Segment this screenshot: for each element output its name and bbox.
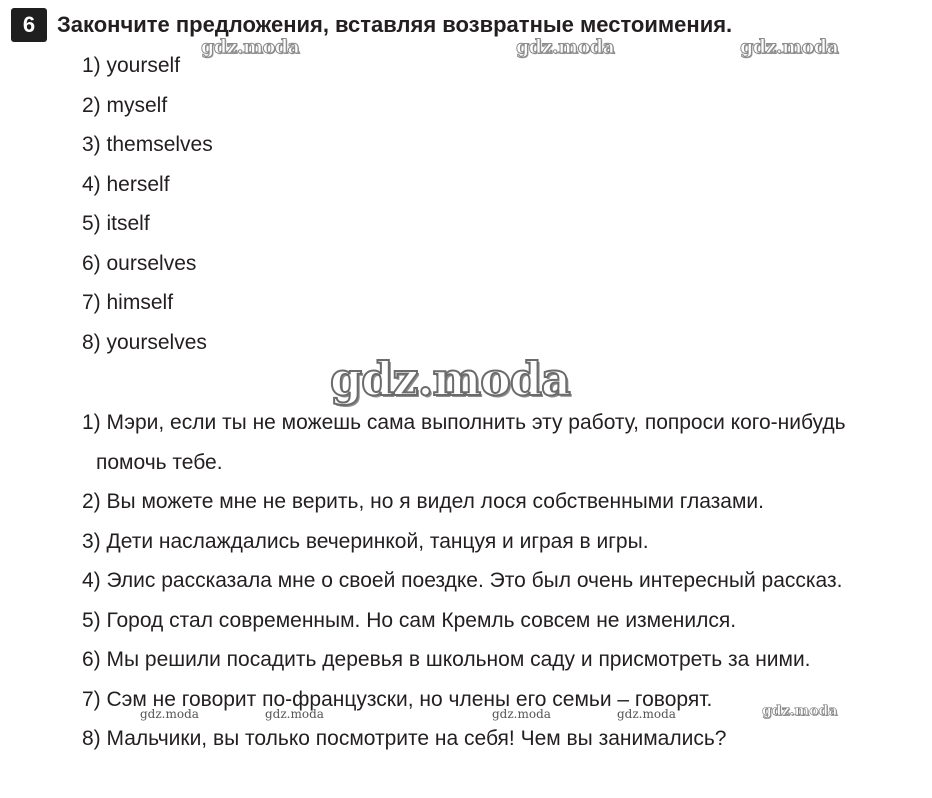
answer-item: 3) themselves (82, 133, 213, 156)
answers-list (82, 48, 213, 364)
translation-item: 2) Вы можете мне не верить, но я видел лося собственными глазами. (82, 490, 764, 513)
watermark: gdz.moda (140, 707, 199, 721)
task-number-badge: 6 (11, 8, 47, 42)
watermark: gdz.moda (516, 36, 615, 58)
translation-item: 3) Дети наслаждались вечеринкой, танцуя и играя в игры. (82, 529, 649, 553)
watermark: gdz.moda (740, 36, 839, 58)
translation-item: 5) Город стал современным. Но сам Кремль совсем не изменился. (82, 608, 737, 632)
answer-item: 2) myself (82, 93, 168, 117)
answer-item: 6) ourselves (82, 251, 197, 275)
translations-list (82, 403, 927, 759)
watermark: gdz.moda (201, 36, 300, 58)
translation-item: 8) Мальчики, вы только посмотрите на себя! Чем вы занимались? (82, 727, 727, 750)
translation-item: 7) Сэм не говорит по-французски, но члены его семьи – говорят. (82, 687, 713, 711)
answer-item: 7) himself (82, 291, 174, 314)
watermark: gdz.moda (762, 703, 838, 719)
watermark: gdz.moda (617, 707, 676, 721)
watermark: gdz.moda (492, 707, 551, 721)
watermark: gdz.moda (265, 707, 324, 721)
answer-item: 5) itself (82, 212, 150, 235)
translation-item: 4) Элис рассказала мне о своей поездке. Это был очень интересный рассказ. (82, 569, 843, 592)
watermark-large: gdz.moda (330, 352, 570, 406)
answer-item: 8) yourselves (82, 330, 207, 354)
task-title: Закончите предложения, вставляя возвратные местоимения. (57, 12, 733, 37)
answer-item: 1) yourself (82, 54, 181, 77)
translation-line: 1) Мэри, если ты не можешь сама выполнить эту работу, попроси кого-нибудь (82, 411, 846, 434)
answer-item: 4) herself (82, 172, 170, 196)
translation-item: 6) Мы решили посадить деревья в школьном саду и присмотреть за ними. (82, 648, 811, 671)
translation-line-continued: помочь тебе. (96, 450, 223, 474)
translation-item (82, 403, 927, 482)
